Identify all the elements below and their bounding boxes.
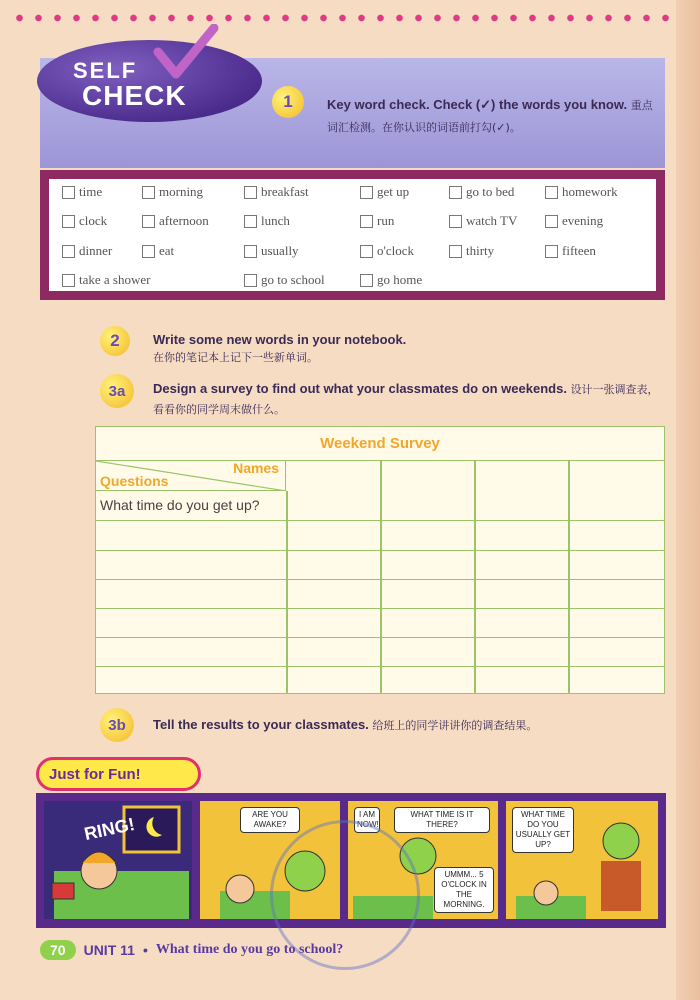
word-item bbox=[62, 243, 112, 259]
comic-panel-1 bbox=[44, 801, 192, 919]
checkbox[interactable] bbox=[449, 186, 462, 199]
checkbox[interactable] bbox=[142, 215, 155, 228]
word-label: go to bed bbox=[466, 184, 515, 199]
weekend-survey-table bbox=[95, 426, 665, 694]
column-divider bbox=[380, 461, 382, 693]
comic-panel-4 bbox=[506, 801, 658, 919]
word-item bbox=[244, 243, 299, 259]
word-label: take a shower bbox=[79, 272, 151, 287]
checkbox[interactable] bbox=[62, 245, 75, 258]
unit-label: UNIT 11 bbox=[83, 942, 135, 958]
checkbox[interactable] bbox=[545, 186, 558, 199]
checkbox[interactable] bbox=[244, 215, 257, 228]
checkbox[interactable] bbox=[62, 186, 75, 199]
word-item bbox=[62, 272, 150, 288]
speech-bubble: UMMM... 5 O'CLOCK IN THE MORNING. bbox=[434, 867, 494, 913]
unit-title: What time do you go to school? bbox=[155, 942, 344, 957]
self-label: SELF bbox=[73, 58, 138, 83]
survey-title: Weekend Survey bbox=[96, 427, 664, 461]
page-number: 70 bbox=[40, 940, 76, 960]
word-item bbox=[449, 243, 494, 259]
word-label: time bbox=[79, 184, 103, 199]
word-label: eat bbox=[159, 243, 175, 258]
dotted-border-top bbox=[10, 10, 670, 26]
section-2-text: Write some new words in your notebook. bbox=[153, 332, 407, 347]
speech-bubble: I AM NOW! bbox=[354, 807, 380, 833]
checkbox[interactable] bbox=[244, 274, 257, 287]
section-1-text: Key word check. Check (✓) the words you know. bbox=[327, 97, 628, 112]
speech-bubble: WHAT TIME IS IT THERE? bbox=[394, 807, 490, 833]
word-label: watch TV bbox=[466, 213, 518, 228]
word-label: usually bbox=[261, 243, 299, 258]
section-3b-instruction bbox=[153, 714, 665, 736]
ring-sfx: RING! bbox=[82, 813, 137, 845]
word-label: go to school bbox=[261, 272, 325, 287]
word-item bbox=[449, 184, 514, 200]
speech-bubble: ARE YOU AWAKE? bbox=[240, 807, 300, 833]
word-item bbox=[545, 243, 596, 259]
footer-bullet: • bbox=[142, 942, 148, 958]
word-item bbox=[142, 184, 203, 200]
word-item bbox=[62, 213, 107, 229]
checkbox[interactable] bbox=[142, 186, 155, 199]
column-divider bbox=[286, 491, 288, 693]
word-label: go home bbox=[377, 272, 423, 287]
questions-header: Questions bbox=[100, 473, 169, 489]
word-label: morning bbox=[159, 184, 204, 199]
checkbox[interactable] bbox=[360, 186, 373, 199]
section-3b-text-cn: 给班上的同学讲讲你的调查结果。 bbox=[372, 719, 538, 732]
word-item bbox=[142, 213, 209, 229]
section-3b-number: 3b bbox=[100, 708, 134, 742]
section-1-instruction bbox=[327, 94, 657, 138]
word-item bbox=[449, 213, 517, 229]
word-item bbox=[360, 272, 422, 288]
checkbox[interactable] bbox=[62, 274, 75, 287]
checkbox[interactable] bbox=[360, 274, 373, 287]
survey-question-1: What time do you get up? bbox=[100, 497, 260, 513]
checkbox[interactable] bbox=[545, 245, 558, 258]
word-label: afternoon bbox=[159, 213, 209, 228]
speech-bubble: WHAT TIME DO YOU USUALLY GET UP? bbox=[512, 807, 574, 853]
just-for-fun-label: Just for Fun! bbox=[36, 757, 201, 791]
word-item bbox=[360, 184, 409, 200]
page-spine bbox=[676, 0, 700, 1000]
checkbox[interactable] bbox=[449, 245, 462, 258]
section-1-text-cn: 重点词汇检测。在你认识的词语前打勾(✓)。 bbox=[327, 99, 653, 134]
word-item bbox=[142, 243, 174, 259]
word-label: get up bbox=[377, 184, 410, 199]
word-item bbox=[62, 184, 102, 200]
column-divider bbox=[474, 461, 476, 693]
word-label: breakfast bbox=[261, 184, 309, 199]
word-label: o'clock bbox=[377, 243, 414, 258]
word-label: fifteen bbox=[562, 243, 596, 258]
word-label: clock bbox=[79, 213, 108, 228]
word-item bbox=[244, 213, 290, 229]
section-3b-text: Tell the results to your classmates. bbox=[153, 717, 369, 732]
word-label: evening bbox=[562, 213, 604, 228]
section-1-number: 1 bbox=[272, 86, 304, 118]
word-item bbox=[244, 272, 325, 288]
checkbox[interactable] bbox=[62, 215, 75, 228]
word-item bbox=[545, 184, 618, 200]
column-divider bbox=[568, 461, 570, 693]
checkbox[interactable] bbox=[545, 215, 558, 228]
section-2-number: 2 bbox=[100, 326, 130, 356]
checkbox[interactable] bbox=[360, 245, 373, 258]
checkbox[interactable] bbox=[244, 186, 257, 199]
word-label: run bbox=[377, 213, 395, 228]
word-label: dinner bbox=[79, 243, 113, 258]
word-item bbox=[360, 243, 414, 259]
checkbox[interactable] bbox=[244, 245, 257, 258]
word-item bbox=[545, 213, 603, 229]
checkmark-icon bbox=[150, 24, 220, 84]
section-3a-instruction bbox=[153, 379, 665, 419]
word-item bbox=[244, 184, 309, 200]
word-label: thirty bbox=[466, 243, 495, 258]
page-footer bbox=[40, 940, 343, 960]
word-item bbox=[360, 213, 394, 229]
checkbox[interactable] bbox=[360, 215, 373, 228]
section-2-text-cn: 在你的笔记本上记下一些新单词。 bbox=[153, 351, 318, 364]
word-label: lunch bbox=[261, 213, 290, 228]
word-label: homework bbox=[562, 184, 618, 199]
section-3a-text-cn: 设计一张调查表，看看你的同学周末做什么。 bbox=[153, 383, 659, 416]
section-3a-number: 3a bbox=[100, 374, 134, 408]
header-diagonal-cell bbox=[96, 461, 286, 491]
section-2-instruction bbox=[153, 331, 633, 365]
checkbox[interactable] bbox=[142, 245, 155, 258]
names-header: Names bbox=[233, 461, 279, 476]
character-icon bbox=[506, 801, 658, 919]
checkbox[interactable] bbox=[449, 215, 462, 228]
section-3a-text: Design a survey to find out what your classmates do on weekends. bbox=[153, 381, 567, 396]
check-label: CHECK bbox=[82, 80, 187, 111]
